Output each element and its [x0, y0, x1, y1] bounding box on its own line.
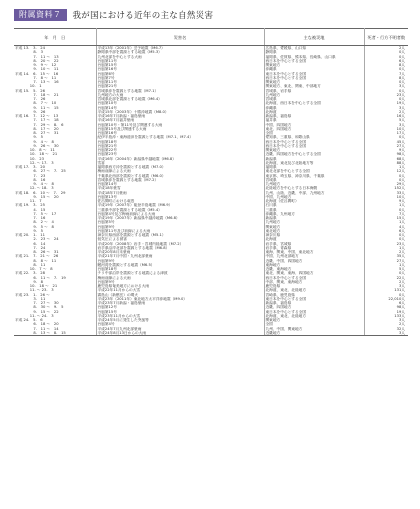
- casualties-cell: 6人: [398, 301, 405, 305]
- region-cell: 広島県、愛媛県、山口県: [264, 46, 364, 51]
- disaster-name-cell: 静岡県中部を震源とする地震（M5.3）: [96, 50, 264, 54]
- region-cell: 東北地方: [264, 229, 364, 233]
- date-cell: 11. 〜 23. 3: [14, 288, 96, 292]
- casualties-cell: 33人: [396, 190, 405, 195]
- disaster-name-cell: 低気圧による被害: [96, 237, 264, 241]
- disaster-name-cell: 台風第11号: [96, 80, 264, 84]
- region-cell: 関東地方: [264, 80, 364, 84]
- casualties-cell: 27人: [396, 143, 405, 148]
- disaster-name-cell: 平成24年7月九州北部豪雨: [96, 327, 264, 331]
- casualties-cell: 15人: [396, 216, 405, 220]
- disaster-name-cell: 岩手県沿岸北部を震源とする地震（M6.8）: [96, 246, 264, 250]
- date-cell: 7. 29 〜 8. 6: [14, 123, 96, 127]
- region-cell: 東日本を中心とする全国: [264, 72, 364, 76]
- disaster-name-cell: 鹿児島県奄美地方における大雨: [96, 284, 264, 288]
- disaster-name-cell: 千葉県北西部を震源とする地震（M6.0）: [96, 174, 264, 178]
- region-cell: 宮城県、岩手県: [264, 89, 364, 93]
- disaster-name-cell: 台風第15号: [96, 310, 264, 314]
- casualties-cell: 23人: [396, 92, 405, 97]
- casualties-cell: 1人: [398, 165, 405, 169]
- disaster-name-cell: 台風第22号: [96, 148, 264, 152]
- disaster-name-cell: 平成20年8月末豪雨: [96, 250, 264, 254]
- date-cell: 平成 15. 5. 26: [14, 89, 96, 93]
- date-cell: 平成 18. 6. 10 〜 7. 29: [14, 191, 96, 195]
- region-cell: 九州、中国、関東地方: [264, 327, 364, 331]
- casualties-cell: 98人: [396, 152, 405, 157]
- casualties-cell: 7人: [398, 71, 405, 76]
- region-cell: 西日本を中心とする全国: [264, 276, 364, 280]
- date-cell: 9. 8: [14, 280, 96, 284]
- disaster-name-cell: 霧島山（新燃岳）の噴火: [96, 293, 264, 297]
- date-cell: 7. 8 〜 11: [14, 76, 96, 80]
- region-cell: 東海、関東、中国、東北地方: [264, 250, 364, 254]
- region-cell: 九州地方: [264, 93, 364, 97]
- region-cell: 全国: [264, 131, 364, 135]
- casualties-cell: 35人: [396, 254, 405, 259]
- casualties-cell: 17人: [396, 131, 405, 135]
- disaster-name-cell: 台風第16号: [96, 67, 264, 71]
- date-cell: 8. 16: [14, 178, 96, 182]
- date-cell: 8. 8 〜 11: [14, 259, 96, 263]
- disaster-name-cell: 台風第9号: [96, 280, 264, 284]
- disaster-name-cell: 台風第21号: [96, 84, 264, 88]
- table-header-row: [14, 29, 408, 46]
- region-cell: 沖縄県、九州地方: [264, 212, 364, 216]
- region-cell: 東日本を中心とする全国: [264, 297, 364, 301]
- region-cell: 新潟県: [264, 157, 364, 161]
- casualties-cell: 32人: [396, 326, 405, 331]
- date-cell: 9. 5 〜 8: [14, 225, 96, 229]
- disaster-name-cell: 平成19年（2007年）能登半島地震（M6.9）: [96, 203, 264, 207]
- casualties-cell: 133人: [394, 313, 405, 318]
- date-cell: 8. 17 〜 20: [14, 127, 96, 131]
- disaster-name-cell: 平成20年（2008年）岩手・宮城内陸地震（M7.2）: [96, 242, 264, 246]
- casualties-cell: 3人: [398, 84, 405, 89]
- casualties-cell: 3人: [398, 284, 405, 288]
- casualties-cell: 1人: [398, 262, 405, 267]
- casualties-cell: 0人: [398, 97, 405, 101]
- disaster-name-cell: 平成19年（2007年）新潟県中越沖地震（M6.8）: [96, 216, 264, 220]
- date-cell: 7. 13 〜 16: [14, 80, 96, 84]
- region-cell: 西日本を中心とする全国: [264, 76, 364, 80]
- date-cell: 平成 20. 1. 11: [14, 233, 96, 237]
- region-cell: 西日本を中心とする全国: [264, 144, 364, 148]
- date-cell: 6. 11 〜 7. 19: [14, 276, 96, 280]
- casualties-cell: 12人: [396, 169, 405, 174]
- casualties-cell: 8人: [398, 63, 405, 67]
- region-cell: 関東地方: [264, 225, 364, 229]
- disaster-name-cell: 台風第14号: [96, 106, 264, 110]
- region-cell: 九州地方: [264, 220, 364, 224]
- casualties-cell: 22人: [396, 275, 405, 280]
- disaster-name-cell: 台風第15号: [96, 63, 264, 67]
- region-cell: 東北、四国地方: [264, 127, 364, 131]
- disaster-name-cell: 梅雨前線による大雨: [96, 169, 264, 173]
- casualties-cell: 8人: [398, 75, 405, 80]
- region-cell: 宮城県: [264, 178, 364, 182]
- casualties-cell: 0人: [398, 271, 405, 276]
- region-cell: 北海道: [264, 237, 364, 241]
- date-cell: 10. 1: [14, 84, 96, 88]
- disaster-name-cell: 台風第18号: [96, 140, 264, 144]
- region-cell: 岩手県、青森県: [264, 246, 364, 250]
- date-cell: 平成 19. 3. 25: [14, 203, 96, 207]
- column-header-casualties: 死者・行方不明者数: [364, 29, 408, 46]
- disaster-name-cell: 台風第15号及び関連する大雨: [96, 127, 264, 131]
- date-cell: 8. 7 〜 10: [14, 101, 96, 105]
- date-cell: 9. 4 〜 8: [14, 140, 96, 144]
- date-cell: 平成 14. 6. 15 〜 16: [14, 72, 96, 76]
- casualties-cell: 4人: [398, 224, 405, 229]
- region-cell: 宮崎県、鹿児島県: [264, 293, 364, 297]
- region-cell: 東北北部を中心とする全国: [264, 169, 364, 173]
- region-cell: 北海道、東北、北陸地方: [264, 314, 364, 318]
- date-cell: 平成 17. 3. 20: [14, 165, 96, 169]
- date-cell: 平成 23. 1. 26 〜: [14, 293, 96, 297]
- region-cell: 石川県: [264, 203, 364, 207]
- casualties-cell: 6人: [398, 228, 405, 233]
- casualties-cell: 0人: [398, 237, 405, 242]
- region-cell: 福井県: [264, 118, 364, 122]
- casualties-cell: 9人: [398, 148, 405, 152]
- date-cell: 9. 9 〜 12: [14, 63, 96, 67]
- date-cell: 10. 8 〜 11: [14, 148, 96, 152]
- casualties-cell: 98人: [396, 305, 405, 310]
- disaster-name-cell: 台風第14号: [96, 182, 264, 186]
- disaster-name-cell: 佐呂間町における竜巻: [96, 199, 264, 203]
- region-cell: 北海道、東北、北陸地方: [264, 288, 364, 292]
- casualties-cell: 29人: [396, 182, 405, 186]
- region-cell: 中国、九州地方: [264, 195, 364, 199]
- casualties-cell: 19人: [396, 101, 405, 106]
- casualties-cell: 16人: [396, 114, 405, 118]
- date-cell: 11. 〜 24. 3: [14, 314, 96, 318]
- casualties-cell: 152人: [394, 186, 405, 191]
- region-cell: 東京都、埼玉県、神奈川県、千葉県: [264, 174, 364, 178]
- column-header-region: 主な被災地: [264, 29, 364, 46]
- region-cell: 中部、関東、東海地方: [264, 280, 364, 284]
- date-cell: 9. 15 〜 20: [14, 195, 96, 199]
- date-cell: 10. 23: [14, 157, 96, 161]
- casualties-cell: 0人: [398, 88, 405, 93]
- disaster-name-cell: 台風第4号: [96, 322, 264, 326]
- region-cell: 東日本を中心とする全国: [264, 310, 364, 314]
- date-cell: 7. 5 〜 17: [14, 212, 96, 216]
- disaster-name-cell: 宮城県北部を震源とする地震（M6.4）: [96, 97, 264, 101]
- date-cell: 10. 18 〜 21: [14, 284, 96, 288]
- disaster-name-cell: 平成23年7月新潟・福島豪雨: [96, 301, 264, 305]
- disaster-name-cell: 平成24年8月13日からの大雨: [96, 331, 264, 336]
- date-cell: 7. 18 〜 21: [14, 93, 96, 97]
- disaster-name-cell: 台風第9号: [96, 225, 264, 229]
- disaster-name-cell: 平成18年豪雪: [96, 186, 264, 190]
- disaster-name-cell: 平成23年（2011年）東北地方太平洋沖地震（M9.0）: [96, 297, 264, 301]
- region-cell: 九州地方: [264, 182, 364, 186]
- region-cell: 全国: [264, 322, 364, 326]
- region-cell: 東海地方: [264, 263, 364, 267]
- casualties-cell: 2人: [398, 46, 405, 50]
- date-cell: 8. 27 〜 31: [14, 131, 96, 135]
- date-cell: 9. 26 〜 30: [14, 144, 96, 148]
- disaster-name-cell: 台風第7号: [96, 76, 264, 80]
- table-row: [14, 331, 408, 336]
- date-cell: 6. 27 〜 7. 25: [14, 169, 96, 173]
- region-cell: 西日本を中心とする全国: [264, 140, 364, 144]
- region-cell: 新潟県: [264, 216, 364, 220]
- disaster-name-cell: 台風第4号及び梅雨前線による大雨: [96, 212, 264, 216]
- casualties-cell: 0人: [398, 80, 405, 84]
- disaster-name-cell: 平成13年（2001年）芸予地震（M6.7）: [96, 46, 264, 51]
- region-cell: 近畿地方: [264, 331, 364, 336]
- disaster-name-cell: 平成24年5月に発生した突風等: [96, 318, 264, 322]
- casualties-cell: 0人: [398, 177, 405, 182]
- date-cell: 9. 15 〜 22: [14, 310, 96, 314]
- region-cell: 関東地方: [264, 148, 364, 152]
- casualties-cell: 10人: [396, 194, 405, 199]
- region-cell: 近畿、四国地方: [264, 305, 364, 309]
- casualties-cell: 10人: [396, 126, 405, 131]
- casualties-cell: 3人: [398, 318, 405, 322]
- disaster-name-cell: 平成16年（2004年）新潟県中越地震（M6.8）: [96, 157, 264, 161]
- date-cell: 7. 11 〜 13: [14, 55, 96, 59]
- date-cell: 9. 11 〜 15: [14, 106, 96, 110]
- date-cell: 12. 〜 18. 3: [14, 186, 96, 190]
- casualties-cell: 27人: [396, 258, 405, 263]
- casualties-cell: 68人: [396, 156, 405, 161]
- date-cell: 9. 4 〜 8: [14, 182, 96, 186]
- region-cell: 岩手県、宮城県: [264, 242, 364, 246]
- date-cell: 7. 17 〜 18: [14, 118, 96, 122]
- casualties-cell: 1人: [398, 203, 405, 208]
- casualties-cell: 0人: [398, 207, 405, 212]
- disaster-name-cell: 台風第12号: [96, 305, 264, 309]
- date-cell: 8. 2 〜 4: [14, 220, 96, 224]
- date-cell: 3. 11: [14, 297, 96, 301]
- disaster-name-cell: 台風第9号: [96, 259, 264, 263]
- casualties-cell: 131人: [394, 288, 405, 293]
- disaster-name-cell: 九州北部を中心とする大雨: [96, 55, 264, 59]
- date-cell: 7. 23: [14, 174, 96, 178]
- date-cell: 2. 23 〜 24: [14, 237, 96, 241]
- region-cell: 近畿、中国、四国地方: [264, 259, 364, 263]
- casualties-cell: 5人: [398, 267, 405, 271]
- disaster-name-cell: 宮城県沖を震源とする地震（M7.1）: [96, 89, 264, 93]
- disaster-table: [14, 28, 408, 336]
- disaster-name-cell: 神奈川県西部を震源とする地震（M5.1）: [96, 233, 264, 237]
- disaster-name-cell: 台風第16号: [96, 131, 264, 135]
- disaster-name-cell: チリ中部沿岸を震源とする地震による津波: [96, 271, 264, 275]
- casualties-cell: 0人: [398, 135, 405, 140]
- casualties-cell: 2人: [398, 279, 405, 284]
- region-cell: 沖縄県: [264, 106, 364, 110]
- disaster-name-cell: 雪害: [96, 161, 264, 165]
- date-cell: 8. 30 〜 9. 5: [14, 305, 96, 309]
- casualties-cell: 1人: [398, 245, 405, 250]
- casualties-cell: 2人: [398, 322, 405, 327]
- disaster-name-cell: 台風第11号及び前線による大雨: [96, 229, 264, 233]
- disaster-name-cell: 福岡県西方沖を震源とする地震（M7.0）: [96, 165, 264, 169]
- region-cell: 新潟県、福島県: [264, 301, 364, 305]
- disaster-name-cell: 九州地方の大雨: [96, 93, 264, 97]
- date-cell: 8. 20 〜 22: [14, 59, 96, 63]
- region-cell: 近畿、東海地方: [264, 267, 364, 271]
- disaster-name-cell: 紀伊半島沖・東海道沖を震源とする地震（M7.1、M7.4）: [96, 135, 264, 139]
- disaster-name-cell: 平成18年7月豪雨: [96, 191, 264, 195]
- table-body: [14, 46, 408, 336]
- disaster-name-cell: 平成16年7月福井豪雨: [96, 118, 264, 122]
- region-cell: 北海道: [264, 110, 364, 114]
- region-cell: 新潟県、福島県: [264, 114, 364, 118]
- region-cell: 関東地方: [264, 63, 364, 67]
- region-cell: 福岡県: [264, 165, 364, 169]
- disaster-name-cell: 台風第18号: [96, 267, 264, 271]
- casualties-cell: 0人: [398, 50, 405, 55]
- casualties-cell: 1人: [398, 220, 405, 225]
- disaster-name-cell: 台風第5号: [96, 220, 264, 224]
- disaster-name-cell: 台風第10号・第11号及び関連する大雨: [96, 123, 264, 127]
- disaster-name-cell: 三重県中部を震源とする地震（M5.4）: [96, 208, 264, 212]
- disaster-name-cell: 台風第21号: [96, 144, 264, 148]
- disaster-name-cell: 平成15年（2003年）十勝沖地震（M8.0）: [96, 110, 264, 114]
- date-cell: 平成 22. 3. 28: [14, 271, 96, 275]
- region-cell: 北海道（佐呂間町）: [264, 199, 364, 203]
- casualties-cell: 5人: [398, 118, 405, 123]
- casualties-cell: 2人: [398, 109, 405, 114]
- column-header-date: 年 月 日: [14, 29, 96, 46]
- disaster-name-cell: 梅雨前線による大雨: [96, 276, 264, 280]
- disaster-name-cell: 平成23年11月からの大雪: [96, 314, 264, 318]
- disaster-name-cell: 宮城県沖を震源とする地震（M7.2）: [96, 178, 264, 182]
- region-cell: 中国、四国地方: [264, 123, 364, 127]
- region-cell: 中国、九州北部地方: [264, 254, 364, 258]
- casualties-cell: 0人: [398, 173, 405, 178]
- date-cell: 11. 7: [14, 199, 96, 203]
- appendix-tag: 附属資料７: [14, 9, 67, 21]
- casualties-cell: 45人: [396, 139, 405, 144]
- casualties-cell: 3人: [398, 105, 405, 110]
- casualties-cell: 0人: [398, 67, 405, 72]
- region-cell: 関東地方、東北、関東、中部地方: [264, 84, 364, 88]
- date-cell: 9. 26: [14, 110, 96, 114]
- date-cell: 8. 26 〜 31: [14, 250, 96, 254]
- region-cell: 北海道、東北及び北陸地方等: [264, 161, 364, 165]
- date-cell: 12. 〜 17. 3: [14, 161, 96, 165]
- date-cell: 10. 18 〜 21: [14, 152, 96, 156]
- date-cell: 6. 14: [14, 242, 96, 246]
- date-cell: 7. 27 〜 30: [14, 301, 96, 305]
- casualties-cell: 19人: [396, 309, 405, 314]
- region-cell: 静岡県: [264, 50, 364, 54]
- date-cell: 4. 15: [14, 208, 96, 212]
- disaster-name-cell: 台風第10号: [96, 101, 264, 105]
- region-cell: 神奈川県: [264, 233, 364, 237]
- region-cell: 宮城県: [264, 97, 364, 101]
- page-title: 我が国における近年の主な自然災害: [72, 11, 214, 21]
- date-cell: 7. 16: [14, 216, 96, 220]
- date-cell: 8. 3: [14, 50, 96, 54]
- casualties-cell: 7人: [398, 211, 405, 216]
- date-cell: 平成 24. 5. 6: [14, 318, 96, 322]
- date-cell: 7. 24: [14, 246, 96, 250]
- disaster-name-cell: 平成22年11月からの大雪: [96, 288, 264, 292]
- date-cell: 平成 21. 7. 21 〜 26: [14, 254, 96, 258]
- casualties-cell: 9人: [398, 199, 405, 203]
- casualties-cell: 0人: [398, 54, 405, 59]
- region-cell: 鹿児島県: [264, 284, 364, 288]
- column-header-name: 災害名: [96, 29, 264, 46]
- region-cell: 関東地方: [264, 318, 364, 322]
- region-cell: 西日本を中心とする全国: [264, 59, 364, 63]
- casualties-cell: 6人: [398, 58, 405, 63]
- casualties-cell: 3人: [398, 122, 405, 127]
- disaster-name-cell: 台風第6号: [96, 72, 264, 76]
- casualties-cell: 23人: [396, 241, 405, 246]
- region-cell: 沖縄県: [264, 67, 364, 71]
- casualties-cell: 0人: [398, 233, 405, 237]
- region-cell: 九州、山陰、近畿、中部、九州地方: [264, 191, 364, 195]
- date-cell: 8. 11: [14, 263, 96, 267]
- date-cell: 平成 16. 7. 12 〜 13: [14, 114, 96, 118]
- date-cell: 9. 5: [14, 135, 96, 139]
- region-cell: 東北、関東、東海、四国地方: [264, 271, 364, 275]
- date-cell: 7. 11 〜 14: [14, 327, 96, 331]
- casualties-cell: 88人: [396, 160, 405, 165]
- disaster-name-cell: 台風第11号: [96, 59, 264, 63]
- page-header: [14, 8, 213, 22]
- disaster-name-cell: 駿河湾を震源とする地震（M6.5）: [96, 263, 264, 267]
- region-cell: 北陸地方を中心とする日本海側: [264, 186, 364, 190]
- date-cell: 平成 13. 3. 24: [14, 46, 96, 51]
- casualties-cell: 0人: [398, 292, 405, 297]
- disaster-name-cell: 台風第23号: [96, 152, 264, 156]
- date-cell: 10. 7 〜 8: [14, 267, 96, 271]
- casualties-cell: 2人: [398, 250, 405, 254]
- region-cell: 愛知県、三重県、和歌山県: [264, 135, 364, 139]
- region-cell: 北海道、西日本を中心とする全国: [264, 101, 364, 105]
- region-cell: 福岡県、佐賀県、熊本県、長崎県、山口県: [264, 55, 364, 59]
- casualties-cell: 22,010人: [388, 296, 405, 301]
- date-cell: 6. 18 〜 20: [14, 322, 96, 326]
- date-cell: 9. 10 〜 11: [14, 67, 96, 71]
- date-cell: 8. 13 〜 8. 15: [14, 331, 96, 336]
- region-cell: 近畿、四国地方を中心とする全国: [264, 152, 364, 156]
- casualties-cell: 3人: [364, 331, 408, 336]
- region-cell: 三重県: [264, 208, 364, 212]
- disaster-name-cell: 台風第13号: [96, 195, 264, 199]
- disaster-name-cell: 平成16年7月新潟・福島豪雨: [96, 114, 264, 118]
- disaster-name-cell: 平成21年7月中国・九州北部豪雨: [96, 254, 264, 258]
- date-cell: 7. 26: [14, 97, 96, 101]
- date-cell: 9. 5: [14, 229, 96, 233]
